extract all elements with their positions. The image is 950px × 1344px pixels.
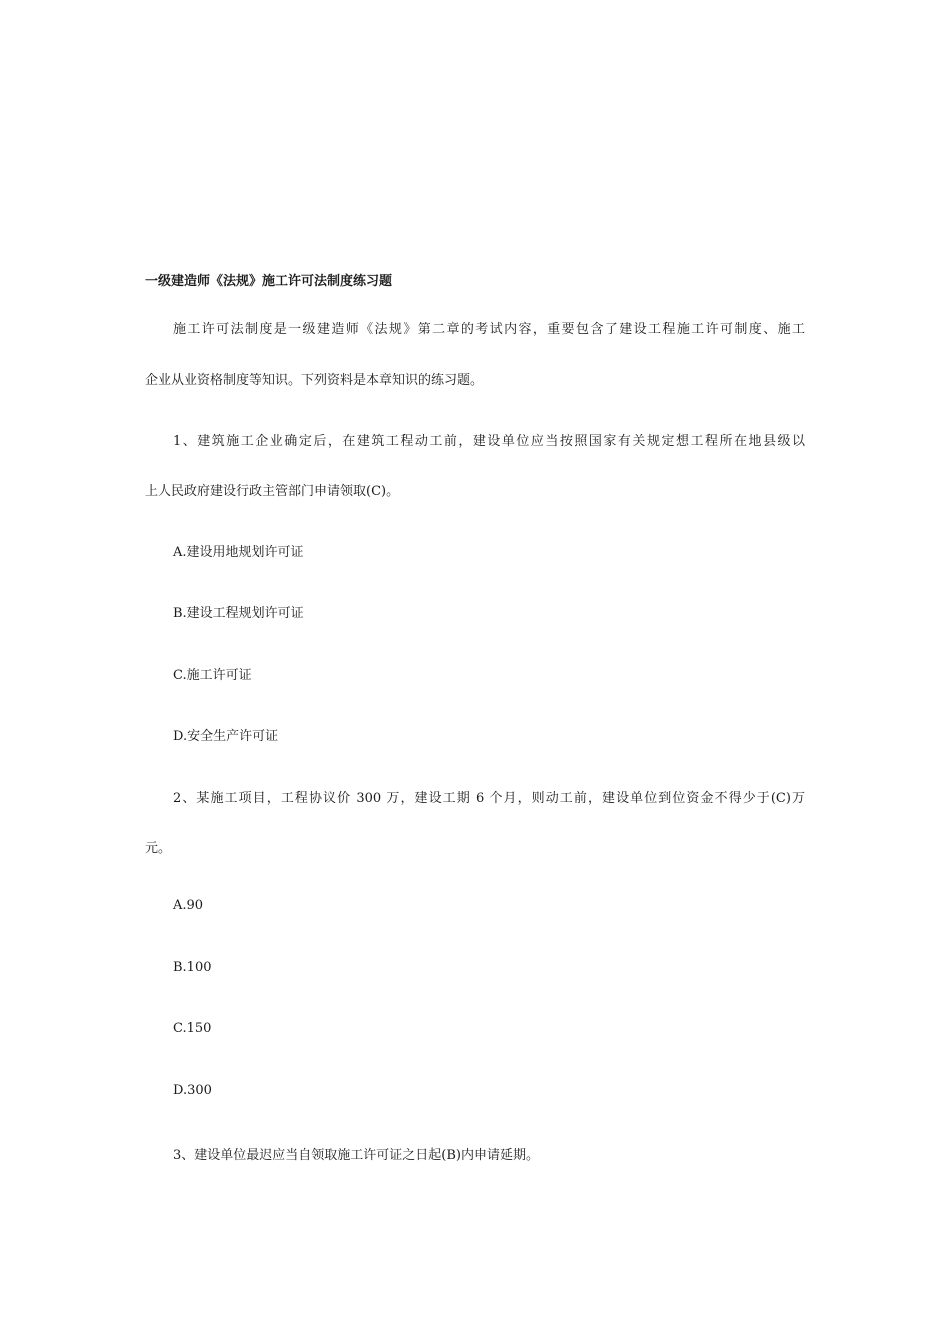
document-title: 一级建造师《法规》施工许可法制度练习题 xyxy=(145,274,393,289)
question-1-option-b: B.建设工程规划许可证 xyxy=(173,606,304,621)
question-2-option-d: D.300 xyxy=(173,1083,212,1098)
question-2-stem-line-1: 2、某施工项目，工程协议价 300 万，建设工期 6 个月，则动工前，建设单位到位资金不得少于(C)万 xyxy=(173,791,805,806)
question-1-option-d: D.安全生产许可证 xyxy=(173,729,279,744)
question-1-stem-line-1: 1、建筑施工企业确定后，在建筑工程动工前，建设单位应当按照国家有关规定想工程所在地县级以 xyxy=(173,434,805,449)
question-3-stem-line-1: 3、建设单位最迟应当自领取施工许可证之日起(B)内申请延期。 xyxy=(173,1148,539,1163)
question-1-option-c: C.施工许可证 xyxy=(173,668,252,683)
question-2-option-a: A.90 xyxy=(173,898,204,913)
intro-line-2: 企业从业资格制度等知识。下列资料是本章知识的练习题。 xyxy=(145,373,484,388)
question-1-option-a: A.建设用地规划许可证 xyxy=(173,545,304,560)
question-2-option-c: C.150 xyxy=(173,1021,212,1036)
question-2-stem-line-2: 元。 xyxy=(145,841,172,856)
question-1-stem-line-2: 上人民政府建设行政主管部门申请领取(C)。 xyxy=(145,484,400,499)
intro-line-1: 施工许可法制度是一级建造师《法规》第二章的考试内容，重要包含了建设工程施工许可制度、施工 xyxy=(173,322,805,337)
question-2-option-b: B.100 xyxy=(173,960,212,975)
